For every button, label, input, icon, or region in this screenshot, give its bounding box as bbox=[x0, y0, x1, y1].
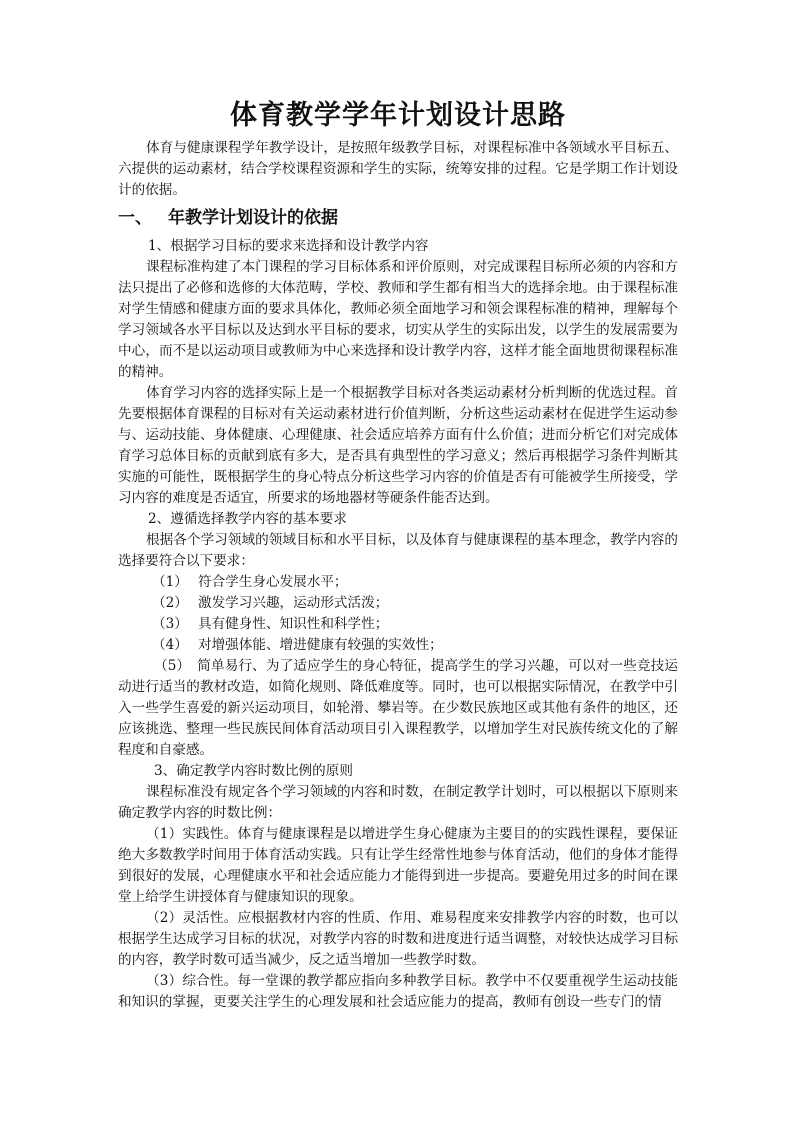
list-item bbox=[118, 635, 678, 656]
list-item-text: 具有健身性、知识性和科学性； bbox=[198, 616, 389, 632]
subsection1-paragraph-2: 体育学习内容的选择实际上是一个根据教学目标对各类运动素材分析判断的优选过程。首先要根据体育课程的目标对有关运动素材进行价值判断，分析这些运动素材在促进学生运动参与、运动技能、身体健康、心理健康、社会适应培养方面有什么价值；进而分析它们对完成体育学习总体目标的贡献到底有多大，是否具有典型性的学习意义；然后再根据学习条件判断其实施的可能性，既根据学生的身心特点分析这些学习内容的价值是否有可能被学生所接受，学习内容的难度是否适宜，所要求的场地器材等硬条件能否达到。 bbox=[118, 385, 678, 506]
list-item-number: （3） bbox=[152, 616, 188, 632]
list-item-number: （2） bbox=[152, 595, 188, 611]
list-item-text: 激发学习兴趣，运动形式活泼； bbox=[198, 595, 389, 611]
list-item-number: （4） bbox=[152, 637, 188, 653]
principle-flexibility: （2）灵活性。应根据教材内容的性质、作用、难易程度来安排教学内容的时数，也可以根据学生达成学习目标的状况，对教学内容的时数和进度进行适当调整，对较快达成学习目标的内容，教学时数可适当减少，反之适当增加一些教学时数。 bbox=[118, 910, 678, 968]
subsection-heading-3: 3、确定教学内容时数比例的原则 bbox=[154, 763, 353, 779]
document-body bbox=[118, 96, 678, 1013]
list-item-5-paragraph: （5） 简单易行、为了适应学生的身心特征，提高学生的学习兴趣，可以对一些竞技运动进行适当的教材改造，如简化规则、降低难度等。同时，也可以根据实际情况，在教学中引入一些学生喜爱的新兴运动项目，如轮滑、攀岩等。在少数民族地区或其他有条件的地区，还应该挑选、整理一些民族民间体育活动项目引入课程教学，以增加学生对民族传统文化的了解程度和自豪感。 bbox=[118, 658, 678, 758]
list-item-text: 符合学生身心发展水平； bbox=[198, 574, 348, 590]
subsection2-paragraph-1: 根据各个学习领域的领域目标和水平目标，以及体育与健康课程的基本理念，教学内容的选择要符合以下要求： bbox=[118, 532, 678, 569]
list-item-text: 对增强体能、增进健康有较强的实效性； bbox=[198, 637, 443, 653]
list-item bbox=[118, 572, 678, 593]
list-item-number: （1） bbox=[152, 574, 188, 590]
intro-paragraph: 体育与健康课程学年教学设计，是按照年级教学目标，对课程标准中各领域水平目标五、六提供的运动素材，结合学校课程资源和学生的实际，统筹安排的过程。它是学期工作计划设计的依据。 bbox=[118, 140, 678, 198]
section-title: 年教学计划设计的依据 bbox=[168, 208, 338, 228]
principle-comprehensiveness: （3）综合性。每一堂课的教学都应指向多种教学目标。教学中不仅要重视学生运动技能和知识的掌握，更要关注学生的心理发展和社会适应能力的提高，教师有创设一些专门的情 bbox=[118, 973, 678, 1010]
section-number: 一、 bbox=[118, 208, 152, 228]
subsection1-paragraph-1: 课程标准构建了本门课程的学习目标体系和评价原则，对完成课程目标所必须的内容和方法只提出了必修和选修的大体范畴，学校、教师和学生都有相当大的选择余地。由于课程标准对学生情感和健康方面的要求具体化，教师必须全面地学习和领会课程标准的精神，理解每个学习领域各水平目标以及达到水平目标的要求，切实从学生的实际出发，以学生的发展需要为中心，而不是以运动项目或教师为中心来选择和设计教学内容，这样才能全面地贯彻课程标准的精神。 bbox=[118, 259, 678, 380]
document-title: 体育教学学年计划设计思路 bbox=[230, 100, 566, 131]
subsection3-paragraph-1: 课程标准没有规定各个学习领域的内容和时数，在制定教学计划时，可以根据以下原则来确定教学内容的时数比例： bbox=[118, 784, 678, 821]
list-item bbox=[118, 614, 678, 635]
subsection-heading-1: 1、根据学习目标的要求来选择和设计教学内容 bbox=[148, 238, 429, 254]
principle-practicality: （1）实践性。体育与健康课程是以增进学生身心健康为主要目的的实践性课程，要保证绝大多数教学时间用于体育活动实践。只有让学生经常性地参与体育活动，他们的身体才能得到很好的发展，心理健康水平和社会适应能力才能得到进一步提高。要避免用过多的时间在课堂上给学生讲授体育与健康知识的现象。 bbox=[118, 826, 678, 905]
list-item bbox=[118, 593, 678, 614]
section-heading-1 bbox=[118, 204, 678, 232]
subsection-heading-2: 2、遵循选择教学内容的基本要求 bbox=[148, 511, 347, 527]
